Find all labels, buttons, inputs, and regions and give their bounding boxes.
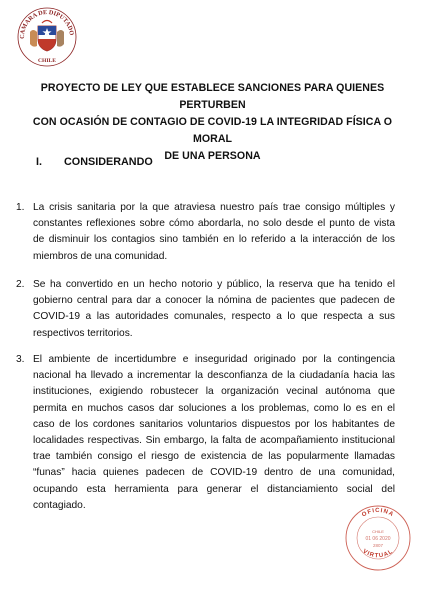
- stamp-top-text: OFICINA: [361, 507, 395, 519]
- logo-text-bottom: CHILE: [37, 58, 57, 64]
- item-text: Se ha convertido en un hecho notorio y público, la reserva que ha tenido el gobierno central para dar a conocer la nómina de pacientes que padecen de COVID-19 a las autoridades comunales, respecto a lo que respecta a sus respectivos territorios.: [33, 279, 395, 339]
- stamp-bottom-text: VIRTUAL: [361, 548, 395, 560]
- section-number: I.: [36, 156, 42, 168]
- svg-text:VIRTUAL: [361, 549, 394, 560]
- title-line-3: DE UNA PERSONA: [164, 150, 261, 162]
- item-text: El ambiente de incertidumbre e inseguridad originado por la contingencia nacional ha llevado a incrementar la desconfianza de la ciudadanía hacia las instituciones, exigiendo robustecer la organización vecinal autónoma que permita en muchos casos dar soluciones a los problemas, como lo es en el caso de los cordones sanitarios voluntarios dispuestos por los habitantes de localidades respectivas. Sin embargo, la falta de acompañamiento institucional trae también consigo el riesgo de existencia de las popularmente llamadas “funas” hacia quienes padecen de COVID-19 dentro de una comunidad, ocupando esta herramienta para generar el distanciamiento social del contagiado.: [33, 354, 395, 511]
- title-line-2: CON OCASIÓN DE CONTAGIO DE COVID-19 LA INTEGRIDAD FÍSICA O MORAL: [32, 116, 393, 145]
- section-label: CONSIDERANDO: [64, 156, 153, 168]
- stamp-inner-line-1: CHILE: [372, 529, 384, 534]
- logo-text-top: CAMARA DE DIPUTADO: [18, 8, 76, 39]
- item-number: 2.: [16, 279, 25, 290]
- document-title: [18, 80, 407, 165]
- section-heading: [36, 156, 153, 168]
- item-number: 3.: [16, 354, 25, 365]
- title-line-1: PROYECTO DE LEY QUE ESTABLECE SANCIONES PARA QUIENES PERTURBEN: [40, 82, 385, 111]
- office-stamp: [343, 498, 413, 576]
- item-number: 1.: [16, 202, 25, 213]
- stamp-seal-icon: [343, 498, 413, 576]
- chamber-logo: [16, 6, 78, 68]
- chile-coat-of-arms-icon: [16, 6, 78, 68]
- item-text: La crisis sanitaria por la que atraviesa nuestro país trae consigo múltiples y constantes reflexiones sobre cómo abordarla, no solo desde el punto de vista de disminuir los contagios sino también en lo referido a la interacción de los miembros de una comunidad.: [33, 202, 395, 262]
- stamp-inner-line-2: 01 06 2020: [365, 536, 391, 542]
- stamp-inner-line-3: 2807: [372, 543, 384, 548]
